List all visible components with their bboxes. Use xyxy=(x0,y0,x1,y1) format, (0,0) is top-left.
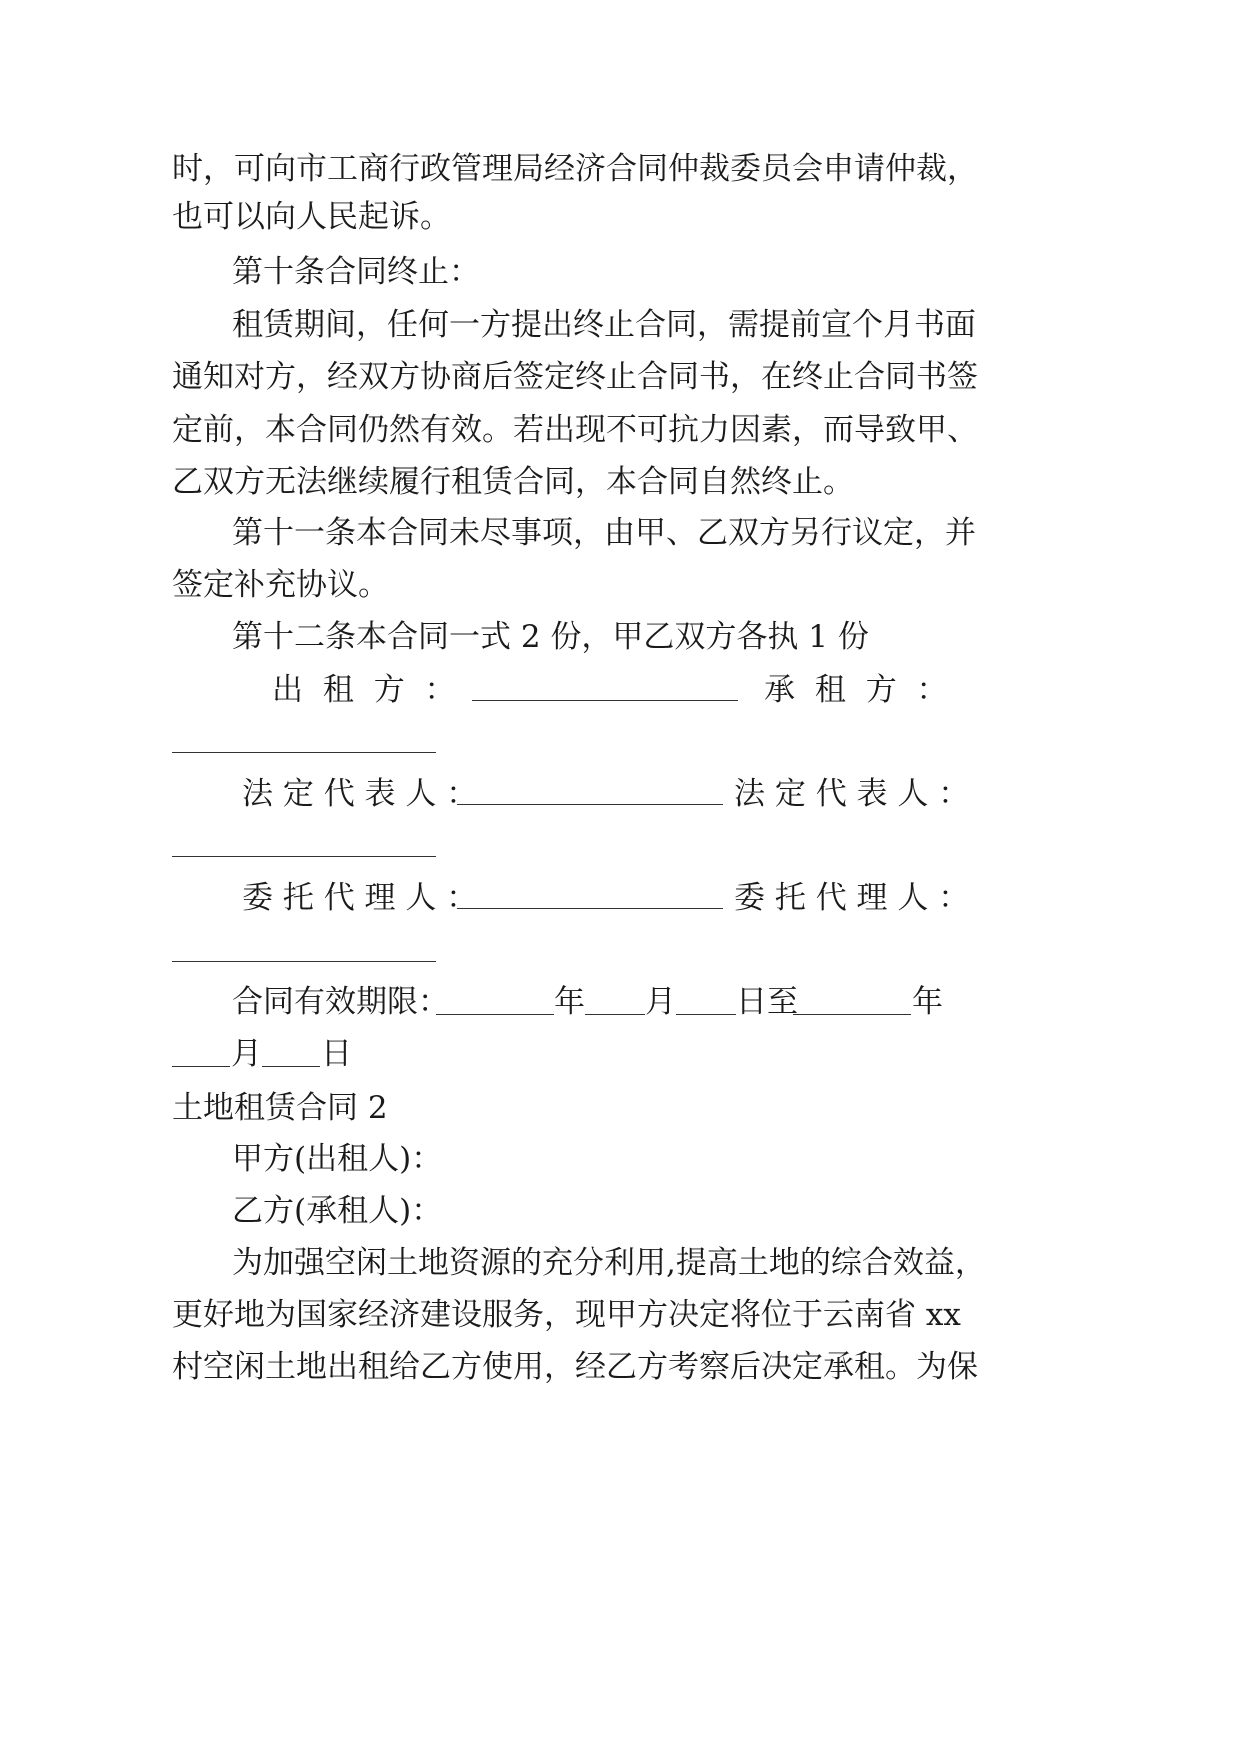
article-12: 第十二条本合同一式 2 份，甲乙双方各执 1 份 xyxy=(232,619,869,655)
text-line: 时，可向市工商行政管理局经济合同仲裁委员会申请仲裁， xyxy=(172,151,978,187)
lessor-label: 出 租 方 ： xyxy=(272,672,456,708)
text-line: 签定补充协议。 xyxy=(172,567,389,603)
article-11: 第十一条本合同未尽事项，由甲、乙双方另行议定，并 xyxy=(232,515,976,551)
validity-year-2-blank[interactable] xyxy=(793,1014,911,1015)
validity-month-1-blank[interactable] xyxy=(585,1014,645,1015)
text-line: 乙双方无法继续履行租赁合同，本合同自然终止。 xyxy=(172,464,854,500)
validity-year-1-unit: 年 xyxy=(554,984,585,1020)
agent-label-lessee: 委 托 代 理 人 ： xyxy=(734,880,970,916)
text-line: 租赁期间，任何一方提出终止合同，需提前宣个月书面 xyxy=(232,307,976,343)
legal-rep-blank-lessee[interactable] xyxy=(172,856,436,857)
validity-year-1-blank[interactable] xyxy=(436,1014,554,1015)
agent-blank-lessor[interactable] xyxy=(457,908,723,909)
validity-month-2-blank[interactable] xyxy=(172,1066,230,1067)
agent-label-lessor: 委 托 代 理 人 ： xyxy=(242,880,478,916)
text-line: 通知对方，经双方协商后签定终止合同书，在终止合同书签 xyxy=(172,359,978,395)
lessee-blank[interactable] xyxy=(172,752,436,753)
text-line: 也可以向人民起诉。 xyxy=(172,199,451,235)
legal-rep-label-lessor: 法 定 代 表 人 ： xyxy=(242,776,478,812)
text-line: 定前，本合同仍然有效。若出现不可抗力因素，而导致甲、 xyxy=(172,412,978,448)
validity-day-2-blank[interactable] xyxy=(262,1066,320,1067)
validity-year-2-unit: 年 xyxy=(912,984,943,1020)
legal-rep-blank-lessor[interactable] xyxy=(457,804,723,805)
validity-day-to: 日至 xyxy=(736,984,798,1020)
article-10-heading: 第十条合同终止： xyxy=(232,254,480,290)
lessor-blank[interactable] xyxy=(472,700,738,701)
agent-blank-lessee[interactable] xyxy=(172,961,436,962)
legal-rep-label-lessee: 法 定 代 表 人 ： xyxy=(734,776,970,812)
party-a: 甲方(出租人)： xyxy=(232,1141,443,1177)
lessee-label: 承 租 方 ： xyxy=(764,672,948,708)
validity-day-1-blank[interactable] xyxy=(676,1014,736,1015)
validity-month-1-unit: 月 xyxy=(645,984,676,1020)
validity-label: 合同有效期限： xyxy=(232,984,449,1020)
text-line: 为加强空闲土地资源的充分利用,提高土地的综合效益， xyxy=(232,1245,986,1281)
text-line: 更好地为国家经济建设服务，现甲方决定将位于云南省 xx xyxy=(172,1297,961,1333)
contract-2-title: 土地租赁合同 2 xyxy=(172,1090,388,1126)
text-line: 村空闲土地出租给乙方使用，经乙方考察后决定承租。为保 xyxy=(172,1349,978,1385)
validity-day-2-unit: 日 xyxy=(321,1036,352,1072)
validity-month-2-unit: 月 xyxy=(231,1036,262,1072)
party-b: 乙方(承租人)： xyxy=(232,1193,443,1229)
